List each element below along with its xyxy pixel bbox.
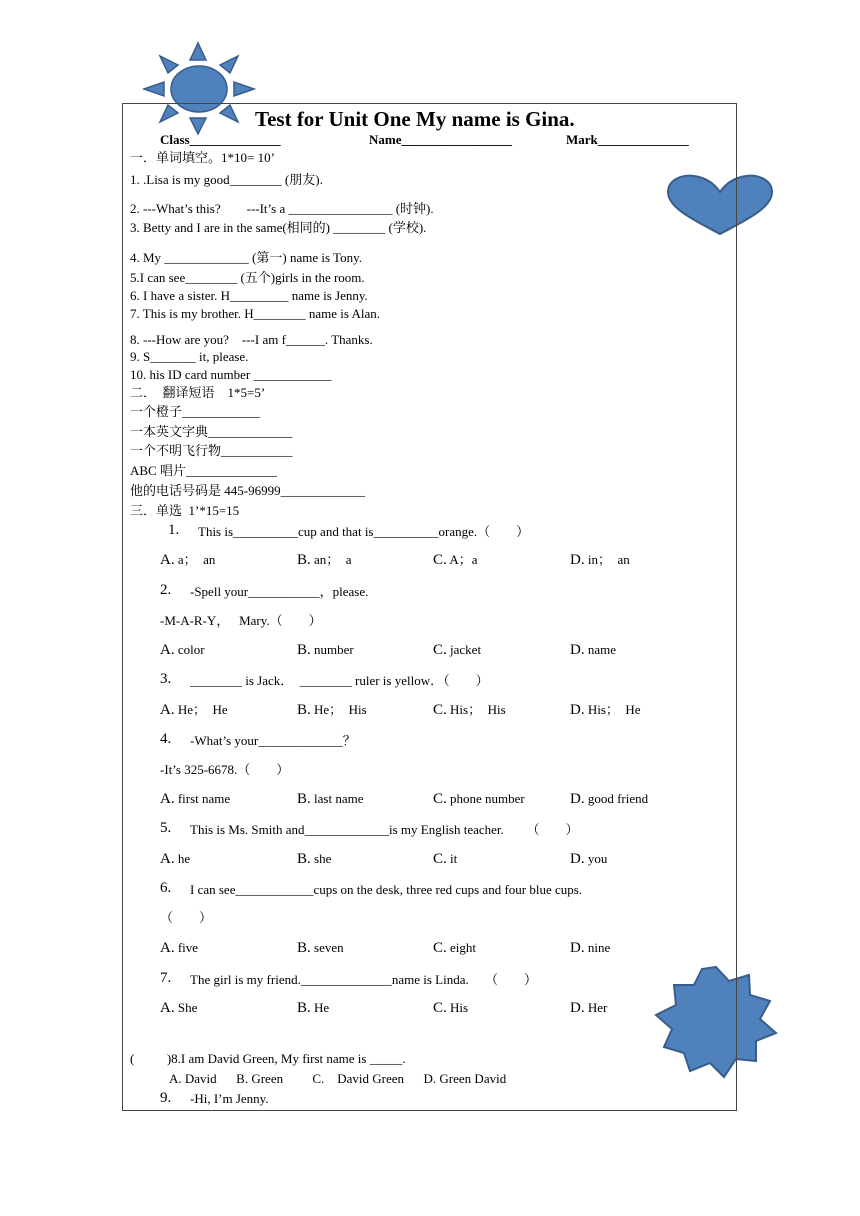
option-letter: C. xyxy=(433,702,447,718)
option-a xyxy=(160,940,198,956)
option-text: first name xyxy=(177,791,231,806)
option-b xyxy=(297,702,367,718)
option-letter: A. xyxy=(160,791,175,807)
question-continuation: （ ） xyxy=(160,910,213,925)
translate-item: ABC 唱片______________ xyxy=(130,463,277,478)
option-text: A；a xyxy=(449,552,478,567)
option-letter: B. xyxy=(297,702,311,718)
question-text: -Spell your___________，please. xyxy=(190,584,369,599)
option-text: a； an xyxy=(177,552,216,567)
question-number: 4. xyxy=(160,731,172,747)
option-letter: C. xyxy=(433,940,447,956)
option-text: She xyxy=(177,1000,198,1015)
option-b xyxy=(297,642,354,658)
option-text: it xyxy=(450,851,458,866)
option-text: His xyxy=(450,1000,469,1015)
question-continuation: -M-A-R-Y， Mary.（ ） xyxy=(160,613,322,628)
fill-item: 6. I have a sister. H_________ name is Jenny. xyxy=(130,288,368,303)
option-text: last name xyxy=(314,791,364,806)
option-c xyxy=(433,642,481,658)
fill-item: 2. ---What’s this? ---It’s a ________________ (时钟). xyxy=(130,201,434,216)
option-c xyxy=(433,702,506,718)
option-letter: B. xyxy=(297,1000,311,1016)
option-text: good friend xyxy=(587,791,649,806)
option-c xyxy=(433,1000,468,1016)
class-field-label: Class______________ xyxy=(160,132,281,147)
option-letter: A. xyxy=(160,702,175,718)
option-b xyxy=(297,791,363,807)
option-letter: D. xyxy=(570,642,585,658)
question-number: 7. xyxy=(160,970,172,986)
option-text: she xyxy=(314,851,332,866)
option-text: His； His xyxy=(450,702,506,717)
option-d xyxy=(570,552,630,568)
question-text: -Hi, I’m Jenny. xyxy=(190,1091,269,1106)
section3-heading: 三．单选 1’*15=15 xyxy=(130,503,240,518)
option-text: He； His xyxy=(314,702,367,717)
option-a xyxy=(160,851,190,867)
fill-item: 8. ---How are you? ---I am f______. Thanks. xyxy=(130,332,373,347)
translate-item: 一个不明飞行物___________ xyxy=(130,443,293,458)
option-d xyxy=(570,702,641,718)
section1-heading: 一．单词填空。1*10= 10’ xyxy=(130,150,275,165)
option-text: eight xyxy=(450,940,477,955)
option-letter: C. xyxy=(433,851,447,867)
option-a xyxy=(160,702,228,718)
option-letter: C. xyxy=(433,642,447,658)
question-number: 9. xyxy=(160,1090,172,1106)
fill-item: 7. This is my brother. H________ name is Alan. xyxy=(130,306,380,321)
question-text: This is Ms. Smith and_____________is my English teacher. （ ） xyxy=(190,822,579,837)
option-text: He； He xyxy=(177,702,228,717)
question-text: The girl is my friend.______________name is Linda. （ ） xyxy=(190,972,537,987)
translate-item: 一本英文字典_____________ xyxy=(130,424,293,439)
translate-item: 一个橙子____________ xyxy=(130,404,261,419)
option-text: number xyxy=(314,642,354,657)
option-d xyxy=(570,1000,607,1016)
option-d xyxy=(570,940,610,956)
option-letter: A. xyxy=(160,642,175,658)
option-text: five xyxy=(177,940,199,955)
option-letter: B. xyxy=(297,642,311,658)
option-text: nine xyxy=(587,940,611,955)
question-continuation: -It’s 325-6678.（ ） xyxy=(160,762,290,777)
option-b xyxy=(297,940,344,956)
option-c xyxy=(433,851,457,867)
option-letter: A. xyxy=(160,851,175,867)
option-text: you xyxy=(587,851,608,866)
option-c xyxy=(433,552,477,568)
fill-item: 1. .Lisa is my good________ (朋友). xyxy=(130,172,323,187)
option-text: seven xyxy=(314,940,344,955)
option-text: he xyxy=(177,851,191,866)
option-letter: B. xyxy=(297,552,311,568)
option-letter: D. xyxy=(570,851,585,867)
option-letter: C. xyxy=(433,552,447,568)
option-text: Her xyxy=(587,1000,608,1015)
fill-item: 9. S_______ it, please. xyxy=(130,349,249,364)
option-b xyxy=(297,1000,329,1016)
option-letter: D. xyxy=(570,552,585,568)
question-number: 6. xyxy=(160,880,172,896)
option-a xyxy=(160,1000,197,1016)
option-text: an； a xyxy=(314,552,352,567)
option-letter: A. xyxy=(160,1000,175,1016)
option-text: He xyxy=(314,1000,330,1015)
section2-heading: 二． 翻译短语 1*5=5’ xyxy=(130,385,266,400)
option-letter: B. xyxy=(297,791,311,807)
question-text: ________ is Jack． ________ ruler is yellow．（ ） xyxy=(190,673,489,688)
option-letter: A. xyxy=(160,940,175,956)
option-letter: D. xyxy=(570,940,585,956)
translate-item: 他的电话号码是 445-96999_____________ xyxy=(130,483,366,498)
option-a xyxy=(160,552,215,568)
fill-item: 4. My _____________ (第一) name is Tony. xyxy=(130,250,362,265)
option-c xyxy=(433,940,476,956)
question-8-text: ( )8.I am David Green, My first name is _____. xyxy=(130,1051,406,1066)
option-d xyxy=(570,791,648,807)
option-c xyxy=(433,791,525,807)
question-number: 2. xyxy=(160,582,172,598)
option-text: jacket xyxy=(450,642,482,657)
fill-item: 10. his ID card number ____________ xyxy=(130,367,332,382)
option-letter: D. xyxy=(570,1000,585,1016)
question-text: I can see____________cups on the desk, three red cups and four blue cups. xyxy=(190,882,583,897)
question-number: 1. xyxy=(168,522,180,538)
option-letter: C. xyxy=(433,791,447,807)
fill-item: 3. Betty and I are in the same(相同的) ________ (学校). xyxy=(130,220,427,235)
name-field-label: Name_________________ xyxy=(369,132,512,147)
option-text: His； He xyxy=(587,702,641,717)
option-letter: D. xyxy=(570,702,585,718)
option-text: name xyxy=(587,642,616,657)
option-text: phone number xyxy=(450,791,525,806)
option-d xyxy=(570,851,607,867)
option-letter: C. xyxy=(433,1000,447,1016)
option-b xyxy=(297,552,352,568)
option-a xyxy=(160,642,205,658)
option-text: color xyxy=(177,642,205,657)
mark-field-label: Mark______________ xyxy=(566,132,689,147)
option-b xyxy=(297,851,331,867)
question-text: This is__________cup and that is__________orange.（ ） xyxy=(198,524,530,539)
option-letter: A. xyxy=(160,552,175,568)
question-8-options: A. David B. Green C. David Green D. Green David xyxy=(169,1071,507,1086)
option-letter: B. xyxy=(297,851,311,867)
page-title: Test for Unit One My name is Gina. xyxy=(255,107,575,131)
fill-item: 5.I can see________ (五个)girls in the room. xyxy=(130,270,365,285)
option-d xyxy=(570,642,616,658)
question-text: -What’s your_____________？ xyxy=(190,733,356,748)
question-number: 5. xyxy=(160,820,172,836)
option-a xyxy=(160,791,230,807)
question-number: 3. xyxy=(160,671,172,687)
option-letter: B. xyxy=(297,940,311,956)
option-text: in； an xyxy=(587,552,630,567)
option-letter: D. xyxy=(570,791,585,807)
